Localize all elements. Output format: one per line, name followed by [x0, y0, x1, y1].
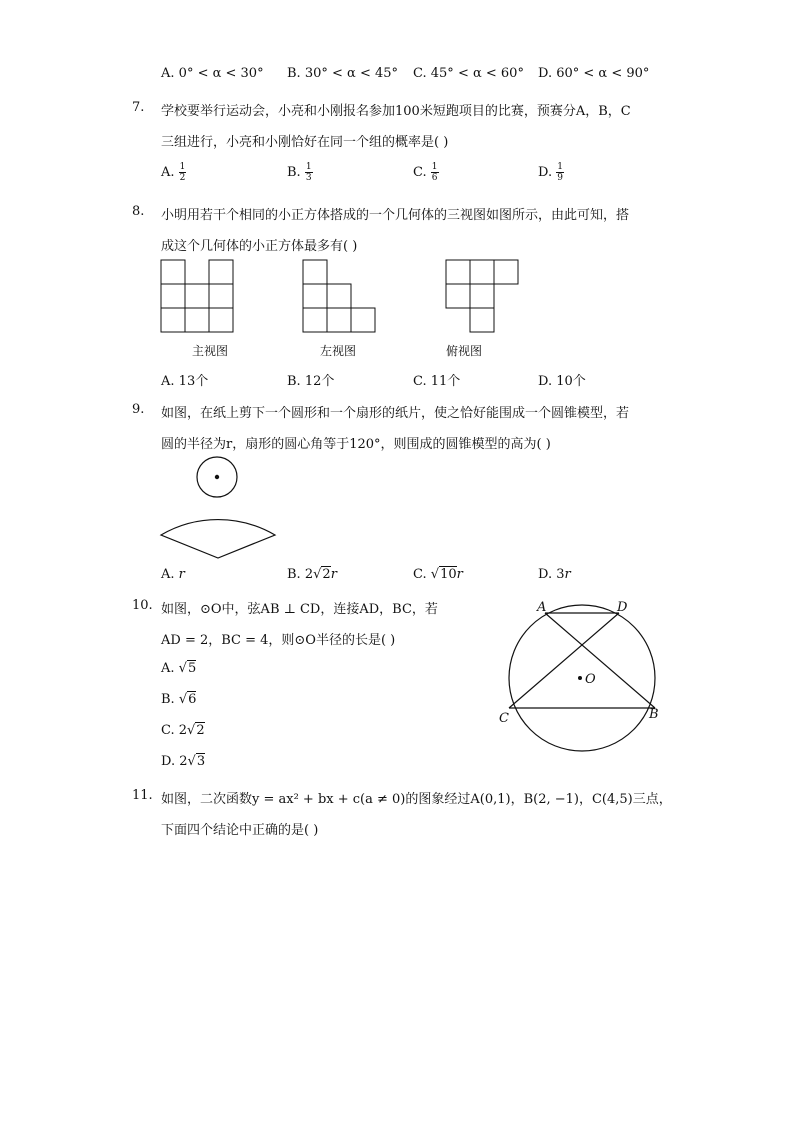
q8-option-a: A. 13个 — [161, 374, 209, 389]
q9-option-b: B. 2√2r — [287, 567, 337, 582]
q10-option-c: C. 2√2 — [161, 723, 205, 738]
q6-option-d: D. 60° < α < 90° — [538, 66, 650, 81]
radical-sign: √ — [178, 692, 188, 707]
left-view-figure — [302, 259, 378, 334]
radical-sign: √ — [187, 723, 196, 738]
label-b: B — [649, 707, 659, 722]
q9-option-a: A. r — [161, 567, 185, 582]
label-o: O — [585, 672, 596, 687]
radical-sign: √ — [187, 754, 196, 769]
q10-text-line1: 如图，⊙O中，弦AB ⊥ CD，连接AD，BC，若 — [161, 602, 438, 617]
label-c: C — [499, 711, 509, 726]
fraction: $\frac{1}{6}$ — [431, 162, 438, 183]
q10-number: 10. — [132, 598, 153, 613]
q7-option-c: C. $\frac{1}{6}$ — [413, 162, 438, 183]
front-view-caption: 主视图 — [192, 344, 229, 358]
q10-text-line2: AD = 2，BC = 4，则⊙O半径的长是( ) — [161, 633, 396, 648]
cone-net-figure — [158, 453, 278, 561]
q8-option-d: D. 10个 — [538, 374, 586, 389]
sector — [161, 520, 275, 558]
q8-option-b: B. 12个 — [287, 374, 335, 389]
q8-option-c: C. 11个 — [413, 374, 461, 389]
label-d: D — [617, 600, 628, 615]
left-view-caption: 左视图 — [320, 344, 357, 358]
fraction: $\frac{1}{2}$ — [179, 162, 186, 183]
radical-sign: √ — [430, 567, 440, 582]
q7-number: 7. — [132, 100, 145, 115]
radical-sign: √ — [313, 567, 322, 582]
top-view-caption: 俯视图 — [446, 344, 483, 358]
q6-option-a: A. 0° < α < 30° — [161, 66, 264, 81]
top-view-figure — [445, 259, 521, 334]
q10-option-d: D. 2√3 — [161, 754, 206, 769]
q10-option-a: A. √5 — [161, 661, 197, 676]
q7-text-line1: 学校要举行运动会，小亮和小刚报名参加100米短跑项目的比赛，预赛分A，B，C — [161, 104, 631, 119]
radical-sign: √ — [178, 661, 187, 676]
q11-text-line1: 如图，二次函数y = ax² + bx + c(a ≠ 0)的图象经过A(0,1)，B(2, −1)，C(4,5)三点， — [161, 792, 672, 807]
q6-option-b: B. 30° < α < 45° — [287, 66, 399, 81]
q7-text-line2: 三组进行，小亮和小刚恰好在同一个组的概率是( ) — [161, 135, 449, 150]
q7-option-b: B. $\frac{1}{3}$ — [287, 162, 312, 183]
q9-text-line1: 如图，在纸上剪下一个圆形和一个扇形的纸片，使之恰好能围成一个圆锥模型，若 — [161, 406, 630, 421]
center-dot — [578, 676, 582, 680]
q7-option-d: D. $\frac{1}{9}$ — [538, 162, 563, 183]
front-view-figure — [160, 259, 235, 334]
fraction: $\frac{1}{3}$ — [305, 162, 312, 183]
q9-option-c: C. √10r — [413, 567, 463, 582]
q8-number: 8. — [132, 204, 145, 219]
circle-figure — [495, 596, 670, 758]
circle-center-dot — [215, 475, 219, 479]
q11-number: 11. — [132, 788, 153, 803]
q9-text-line2: 圆的半径为r，扇形的圆心角等于120°，则围成的圆锥模型的高为( ) — [161, 437, 551, 452]
q6-option-c: C. 45° < α < 60° — [413, 66, 524, 81]
chord-ab — [545, 613, 655, 708]
label-a: A — [537, 600, 547, 615]
q8-text-line2: 成这个几何体的小正方体最多有( ) — [161, 239, 358, 254]
q10-option-b: B. √6 — [161, 692, 197, 707]
q9-number: 9. — [132, 402, 145, 417]
fraction: $\frac{1}{9}$ — [557, 162, 563, 183]
q8-text-line1: 小明用若干个相同的小正方体搭成的一个几何体的三视图如图所示，由此可知，搭 — [161, 208, 630, 223]
q7-option-a: A. $\frac{1}{2}$ — [161, 162, 186, 183]
q11-text-line2: 下面四个结论中正确的是( ) — [161, 823, 319, 838]
chord-cd — [509, 613, 619, 708]
q9-option-d: D. 3r — [538, 567, 571, 582]
